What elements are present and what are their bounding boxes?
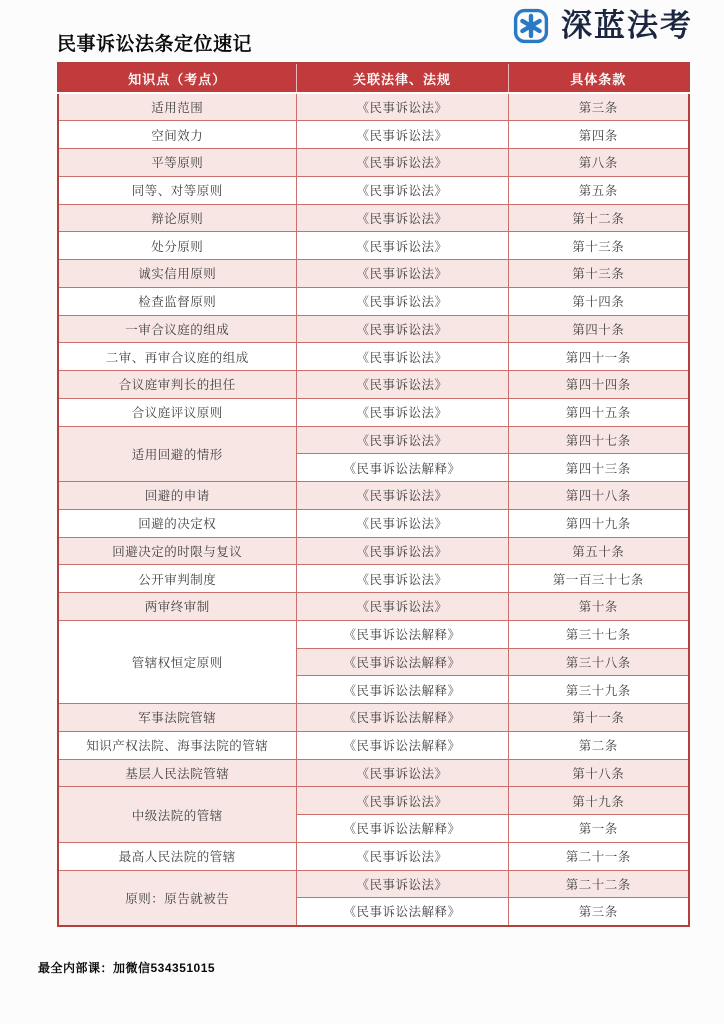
topic-cell: 两审终审制 [58,593,296,621]
table-row [58,704,689,732]
law-cell: 《民事诉讼法》 [296,842,508,870]
topic-cell: 回避的决定权 [58,509,296,537]
header-law: 关联法律、法规 [296,63,508,93]
topic-cell: 基层人民法院管辖 [58,759,296,787]
article-cell: 第五条 [508,176,689,204]
law-cell: 《民事诉讼法》 [296,93,508,121]
law-cell: 《民事诉讼法解释》 [296,620,508,648]
law-cell: 《民事诉讼法》 [296,371,508,399]
table-row [58,176,689,204]
table-row [58,426,689,454]
law-cell: 《民事诉讼法解释》 [296,676,508,704]
topic-cell: 检查监督原则 [58,287,296,315]
article-cell: 第四条 [508,121,689,149]
article-cell: 第十二条 [508,204,689,232]
article-cell: 第三条 [508,898,689,926]
article-cell: 第三十八条 [508,648,689,676]
table-row [58,482,689,510]
table-row [58,93,689,121]
table-row [58,287,689,315]
article-cell: 第十四条 [508,287,689,315]
article-cell: 第三十七条 [508,620,689,648]
topic-cell: 最高人民法院的管辖 [58,842,296,870]
topic-cell: 公开审判制度 [58,565,296,593]
law-cell: 《民事诉讼法》 [296,204,508,232]
topic-cell: 适用范围 [58,93,296,121]
table-row [58,343,689,371]
table-header-row [58,63,689,93]
topic-cell: 军事法院管辖 [58,704,296,732]
table-row [58,593,689,621]
topic-cell: 适用回避的情形 [58,426,296,482]
article-cell: 第二十二条 [508,870,689,898]
article-cell: 第四十八条 [508,482,689,510]
article-cell: 第十八条 [508,759,689,787]
table-row [58,565,689,593]
law-cell: 《民事诉讼法》 [296,509,508,537]
article-cell: 第四十三条 [508,454,689,482]
topic-cell: 管辖权恒定原则 [58,620,296,703]
article-cell: 第八条 [508,149,689,177]
article-cell: 第十三条 [508,260,689,288]
law-cell: 《民事诉讼法》 [296,565,508,593]
topic-cell: 诚实信用原则 [58,260,296,288]
law-cell: 《民事诉讼法》 [296,787,508,815]
table-row [58,149,689,177]
law-cell: 《民事诉讼法解释》 [296,898,508,926]
header-article: 具体条款 [508,63,689,93]
table-row [58,620,689,648]
law-cell: 《民事诉讼法》 [296,315,508,343]
table-row [58,204,689,232]
topic-cell: 空间效力 [58,121,296,149]
article-cell: 第四十四条 [508,371,689,399]
article-cell: 第四十条 [508,315,689,343]
law-cell: 《民事诉讼法解释》 [296,648,508,676]
article-cell: 第二条 [508,731,689,759]
article-cell: 第十三条 [508,232,689,260]
article-cell: 第五十条 [508,537,689,565]
article-cell: 第二十一条 [508,842,689,870]
page-title: 民事诉讼法条定位速记 [57,34,253,55]
law-cell: 《民事诉讼法》 [296,260,508,288]
law-cell: 《民事诉讼法》 [296,343,508,371]
law-cell: 《民事诉讼法解释》 [296,731,508,759]
topic-cell: 合议庭评议原则 [58,398,296,426]
article-cell: 第一百三十七条 [508,565,689,593]
table-row [58,759,689,787]
topic-cell: 知识产权法院、海事法院的管辖 [58,731,296,759]
topic-cell: 回避决定的时限与复议 [58,537,296,565]
table-row [58,121,689,149]
topic-cell: 二审、再审合议庭的组成 [58,343,296,371]
law-cell: 《民事诉讼法》 [296,537,508,565]
table-header [58,63,689,93]
law-cell: 《民事诉讼法》 [296,287,508,315]
table-row [58,870,689,898]
footer-note: 最全内部课：加微信534351015 [38,961,216,975]
article-cell: 第四十五条 [508,398,689,426]
topic-cell: 原则：原告就被告 [58,870,296,926]
table-row [58,509,689,537]
law-cell: 《民事诉讼法》 [296,870,508,898]
law-cell: 《民事诉讼法》 [296,176,508,204]
asterisk-logo-icon [513,8,549,44]
topic-cell: 处分原则 [58,232,296,260]
law-cell: 《民事诉讼法解释》 [296,704,508,732]
law-cell: 《民事诉讼法》 [296,121,508,149]
table-row [58,371,689,399]
table-row [58,398,689,426]
law-article-table [57,62,690,927]
table-row [58,260,689,288]
table-row [58,842,689,870]
article-cell: 第三十九条 [508,676,689,704]
article-cell: 第十九条 [508,787,689,815]
brand-logo [513,8,693,44]
law-cell: 《民事诉讼法》 [296,232,508,260]
article-cell: 第三条 [508,93,689,121]
law-cell: 《民事诉讼法》 [296,426,508,454]
law-cell: 《民事诉讼法》 [296,593,508,621]
topic-cell: 辩论原则 [58,204,296,232]
topic-cell: 回避的申请 [58,482,296,510]
law-cell: 《民事诉讼法解释》 [296,815,508,843]
table-row [58,315,689,343]
law-cell: 《民事诉讼法》 [296,398,508,426]
law-cell: 《民事诉讼法》 [296,482,508,510]
table-row [58,731,689,759]
topic-cell: 同等、对等原则 [58,176,296,204]
table-row [58,787,689,815]
table-row [58,537,689,565]
table-body [58,93,689,926]
article-cell: 第十条 [508,593,689,621]
law-cell: 《民事诉讼法解释》 [296,454,508,482]
article-cell: 第一条 [508,815,689,843]
table-row [58,232,689,260]
law-cell: 《民事诉讼法》 [296,149,508,177]
topic-cell: 一审合议庭的组成 [58,315,296,343]
article-cell: 第十一条 [508,704,689,732]
topic-cell: 合议庭审判长的担任 [58,371,296,399]
article-cell: 第四十一条 [508,343,689,371]
topic-cell: 平等原则 [58,149,296,177]
brand-name: 深蓝法考 [561,8,693,43]
article-cell: 第四十九条 [508,509,689,537]
header-topic: 知识点（考点） [58,63,296,93]
law-cell: 《民事诉讼法》 [296,759,508,787]
topic-cell: 中级法院的管辖 [58,787,296,843]
article-cell: 第四十七条 [508,426,689,454]
